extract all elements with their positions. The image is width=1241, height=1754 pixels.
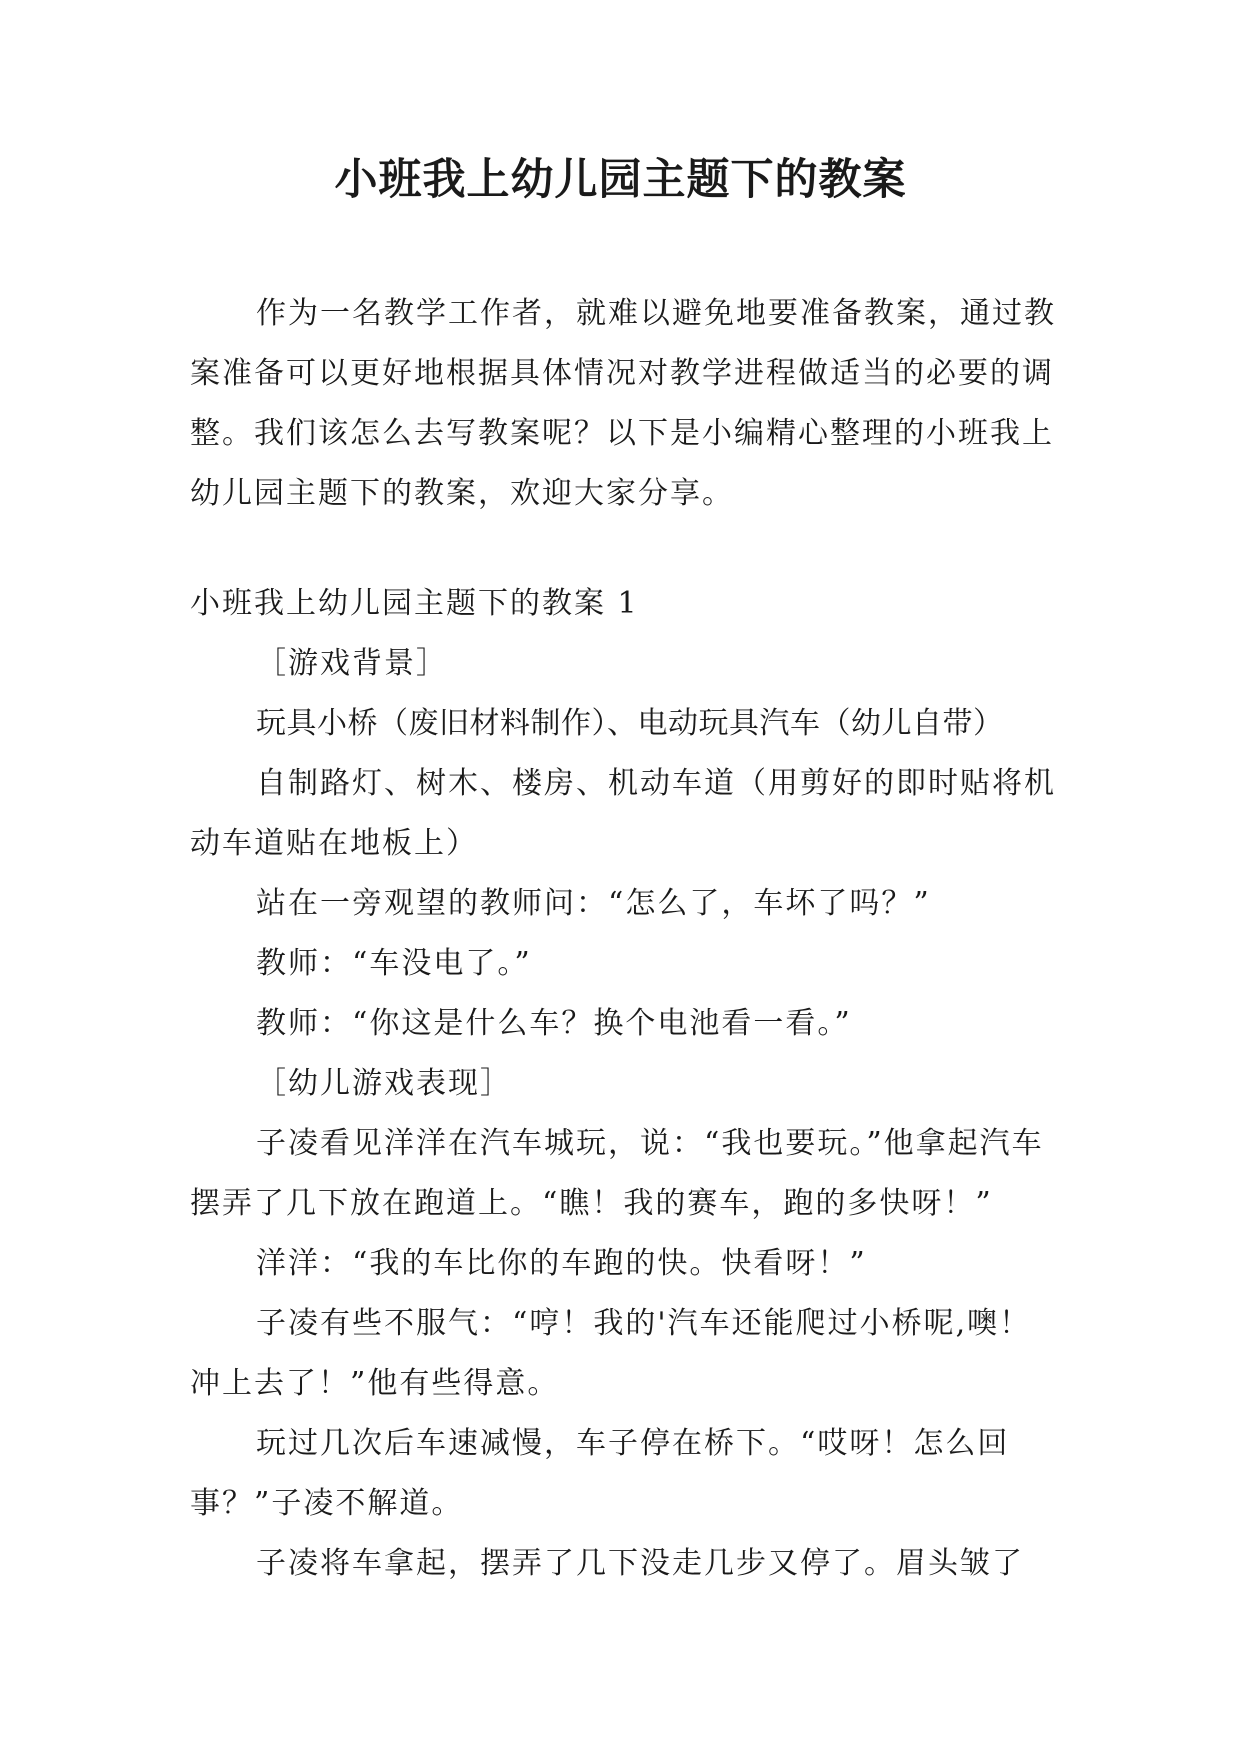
lesson-plan-section	[190, 574, 1058, 1594]
paragraph-props: 自制路灯、树木、楼房、机动车道（用剪好的即时贴将机动车道贴在地板上）	[190, 766, 1056, 861]
paragraph-game-background-heading: ［游戏背景］	[256, 646, 448, 681]
paragraph-performance-heading: ［幼儿游戏表现］	[256, 1066, 512, 1101]
paragraph-ziling-1: 子凌看见洋洋在汽车城玩，说：“我也要玩。”他拿起汽车摆弄了几下放在跑道上。“瞧！我的赛车，跑的多快呀！”	[190, 1126, 1044, 1221]
paragraph-ziling-3: 子凌将车拿起，摆弄了几下没走几步又停了。眉头皱了	[256, 1546, 1024, 1581]
intro-block	[190, 284, 1058, 524]
paragraph-yangyang: 洋洋：“我的车比你的车跑的快。快看呀！”	[256, 1246, 867, 1281]
document-title: 小班我上幼儿园主题下的教案	[334, 155, 907, 205]
section-heading: 小班我上幼儿园主题下的教案 1	[190, 586, 639, 621]
paragraph-materials: 玩具小桥（废旧材料制作）、电动玩具汽车（幼儿自带）	[256, 706, 1004, 741]
paragraph-ziling-2: 子凌有些不服气：“哼！我的'汽车还能爬过小桥呢,噢！冲上去了！”他有些得意。	[190, 1306, 1032, 1401]
paragraph-teacher-line-1: 教师：“车没电了。”	[256, 946, 532, 981]
intro-paragraph: 作为一名教学工作者，就难以避免地要准备教案，通过教案准备可以更好地根据具体情况对教学进程做适当的必要的调整。我们该怎么去写教案呢？以下是小编精心整理的小班我上幼儿园主题下的教案，欢迎大家分享。	[190, 296, 1056, 511]
paragraph-car-slows: 玩过几次后车速减慢，车子停在桥下。“哎呀！怎么回事？”子凌不解道。	[190, 1426, 1010, 1521]
paragraph-teacher-question: 站在一旁观望的教师问：“怎么了，车坏了吗？”	[256, 886, 931, 921]
paragraph-teacher-line-2: 教师：“你这是什么车？换个电池看一看。”	[256, 1006, 852, 1041]
